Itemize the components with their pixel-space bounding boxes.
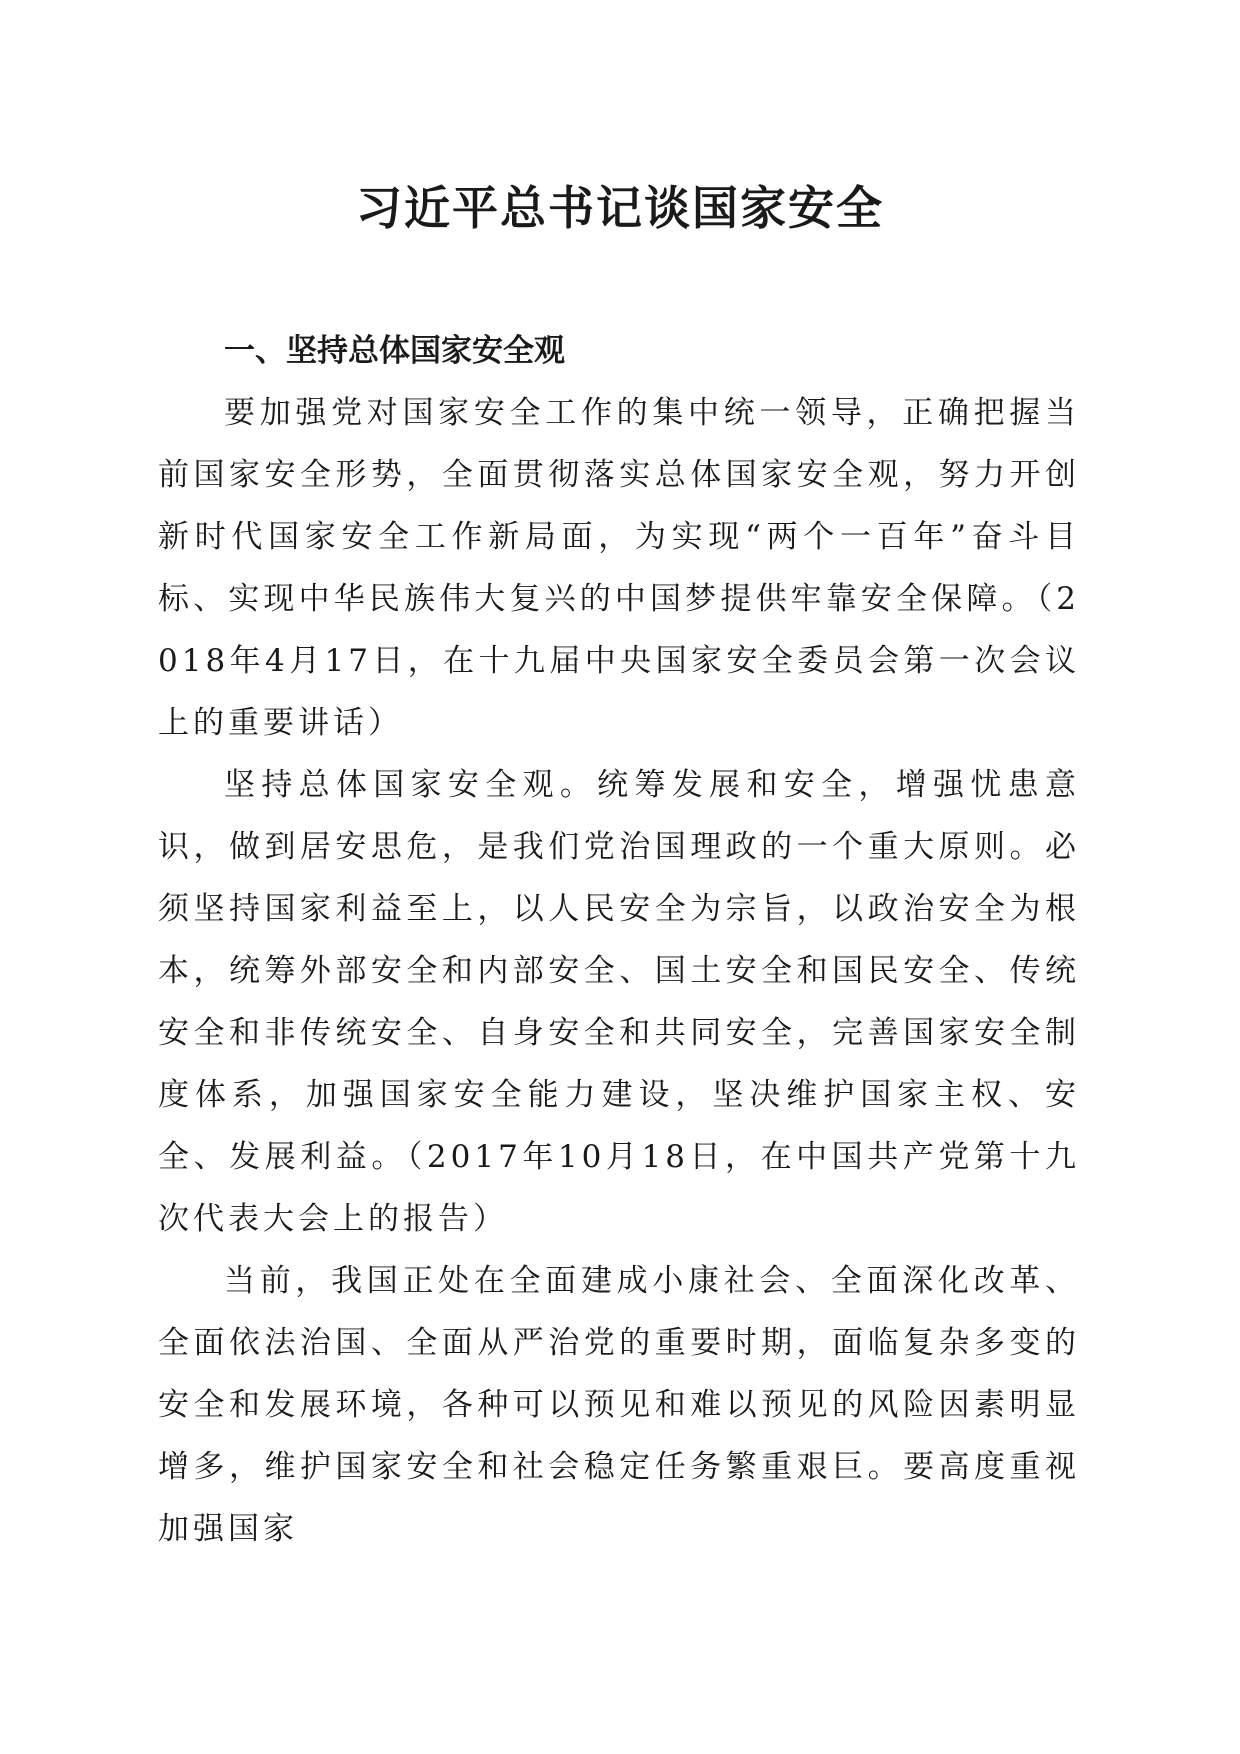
paragraph-1: 要加强党对国家安全工作的集中统一领导，正确把握当前国家安全形势，全面贯彻落实总体国家安全观，努力开创新时代国家安全工作新局面，为实现“两个一百年”奋斗目标、实现中华民族伟大复兴的中国梦提供牢靠安全保障。（2018年4月17日，在十九届中央国家安全委员会第一次会议上的重要讲话） bbox=[158, 395, 1080, 741]
paragraph-2: 坚持总体国家安全观。统筹发展和安全，增强忧患意识，做到居安思危，是我们党治国理政的一个重大原则。必须坚持国家利益至上，以人民安全为宗旨，以政治安全为根本，统筹外部安全和内部安全、国土安全和国民安全、传统安全和非传统安全、自身安全和共同安全，完善国家安全制度体系，加强国家安全能力建设，坚决维护国家主权、安全、发展利益。（2017年10月18日，在中国共产党第十九次代表大会上的报告） bbox=[158, 767, 1080, 1237]
paragraph-3: 当前，我国正处在全面建成小康社会、全面深化改革、全面依法治国、全面从严治党的重要时期，面临复杂多变的安全和发展环境，各种可以预见和难以预见的风险因素明显增多，维护国家安全和社会稳定任务繁重艰巨。要高度重视加强国家 bbox=[158, 1263, 1080, 1547]
section-heading: 一、坚持总体国家安全观 bbox=[224, 333, 565, 369]
document-body bbox=[158, 320, 1080, 1560]
document-title: 习近平总书记谈国家安全 bbox=[356, 181, 884, 235]
